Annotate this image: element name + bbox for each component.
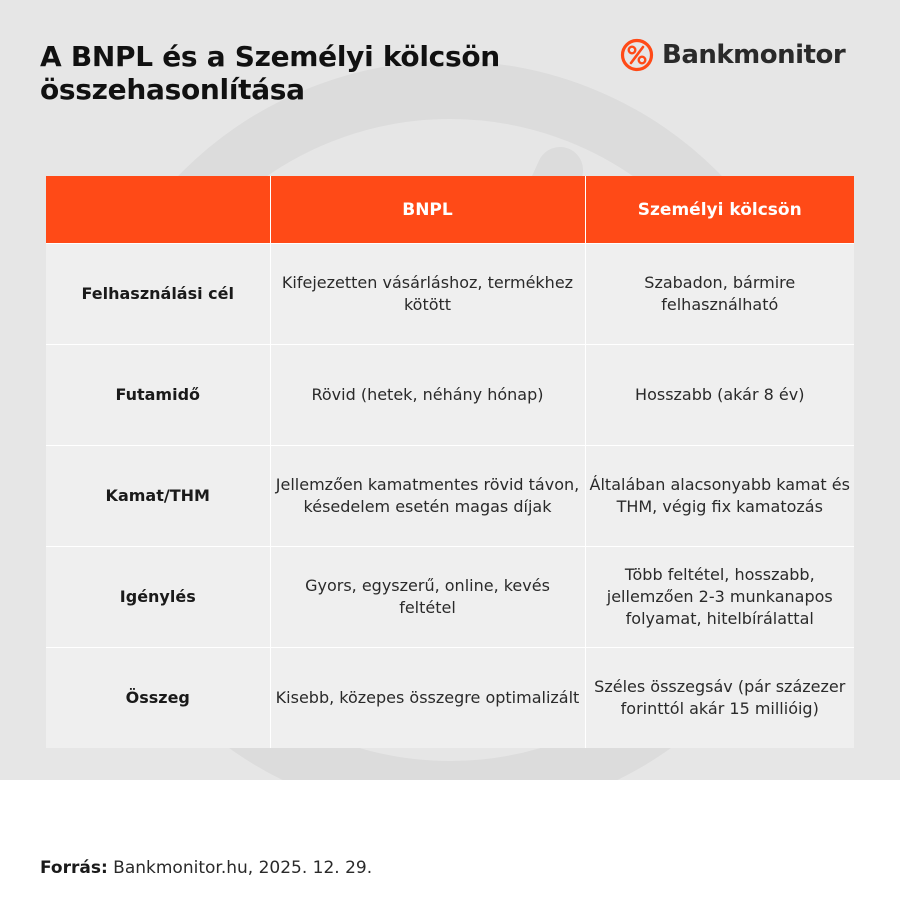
brand-logo xyxy=(620,34,845,76)
personal-loan-cell: Széles összegsáv (pár százezer forinttól akár 15 millióig) xyxy=(585,648,854,749)
personal-loan-cell: Általában alacsonyabb kamat és THM, végig fix kamatozás xyxy=(585,446,854,547)
source-text: Bankmonitor.hu, 2025. 12. 29. xyxy=(113,858,373,878)
personal-loan-cell: Több feltétel, hosszabb, jellemzően 2-3 munkanapos folyamat, hitelbírálattal xyxy=(585,547,854,648)
source-note xyxy=(40,858,372,878)
header-bnpl: BNPL xyxy=(270,176,585,244)
brand-name: Bankmonitor xyxy=(662,40,846,70)
row-label: Futamidő xyxy=(46,345,270,446)
table-row xyxy=(46,446,854,547)
row-label: Kamat/THM xyxy=(46,446,270,547)
header-personal-loan: Személyi kölcsön xyxy=(585,176,854,244)
table-row xyxy=(46,244,854,345)
personal-loan-cell: Szabadon, bármire felhasználható xyxy=(585,244,854,345)
table-row xyxy=(46,648,854,749)
table-row xyxy=(46,345,854,446)
bnpl-cell: Jellemzően kamatmentes rövid távon, késedelem esetén magas díjak xyxy=(270,446,585,547)
row-label: Összeg xyxy=(46,648,270,749)
title-line-2: összehasonlítása xyxy=(40,73,305,106)
bnpl-cell: Gyors, egyszerű, online, kevés feltétel xyxy=(270,547,585,648)
source-label: Forrás: xyxy=(40,858,108,878)
page-title xyxy=(40,40,600,106)
row-label: Felhasználási cél xyxy=(46,244,270,345)
row-label: Igénylés xyxy=(46,547,270,648)
bnpl-cell: Rövid (hetek, néhány hónap) xyxy=(270,345,585,446)
bnpl-cell: Kifejezetten vásárláshoz, termékhez kötött xyxy=(270,244,585,345)
header-empty xyxy=(46,176,270,244)
comparison-table xyxy=(46,176,854,748)
bnpl-cell: Kisebb, közepes összegre optimalizált xyxy=(270,648,585,749)
table-header-row xyxy=(46,176,854,244)
title-line-1: A BNPL és a Személyi kölcsön xyxy=(40,40,500,73)
personal-loan-cell: Hosszabb (akár 8 év) xyxy=(585,345,854,446)
table-row xyxy=(46,547,854,648)
percent-circle-icon xyxy=(620,38,654,72)
